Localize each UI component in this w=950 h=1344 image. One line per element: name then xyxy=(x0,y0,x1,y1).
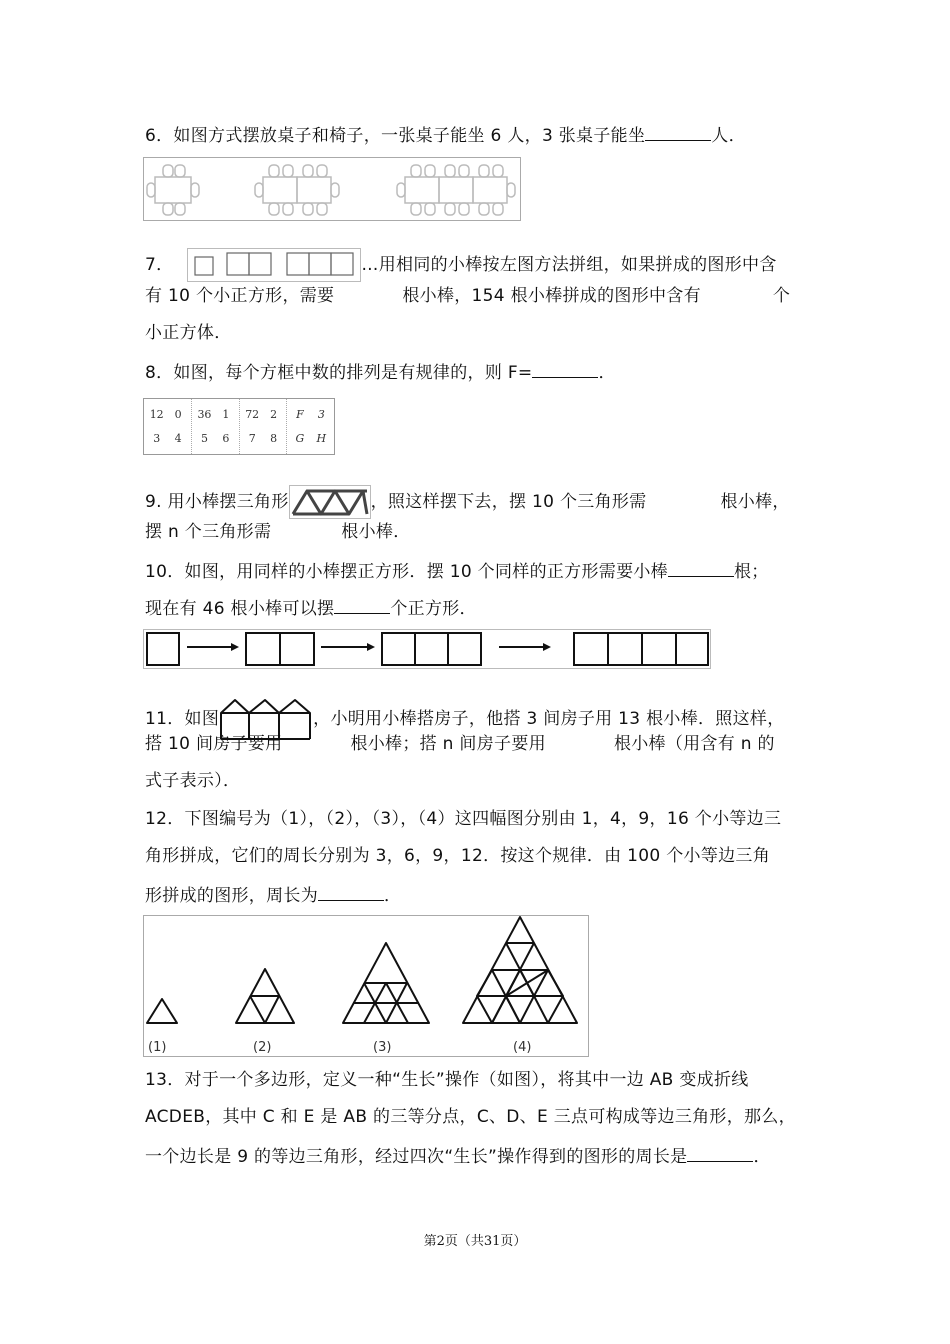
grid-value: 3 xyxy=(317,408,325,422)
grid-box-3 xyxy=(240,399,288,454)
question-12-tail: ． xyxy=(384,886,402,906)
grid-value: 8 xyxy=(270,431,278,445)
question-11-line-3 xyxy=(145,770,240,792)
answer-blank[interactable] xyxy=(318,882,384,901)
question-7-text-a: 有 10 个小正方形，需要 xyxy=(145,286,335,306)
answer-blank[interactable] xyxy=(645,122,711,141)
figure-label: (3) xyxy=(373,1040,392,1055)
grid-value: 2 xyxy=(270,408,278,422)
question-7-text-c: 个 xyxy=(772,286,791,306)
grid-box-4 xyxy=(287,399,334,454)
question-8 xyxy=(145,359,616,384)
answer-blank[interactable] xyxy=(668,558,734,577)
grid-value: 3 xyxy=(153,431,161,445)
question-9-text-a: 9. 用小棒摆三角形 xyxy=(145,492,289,512)
question-13-tail: ． xyxy=(753,1147,771,1167)
question-11-text-b: ，小明用小棒搭房子，他搭 3 间房子用 13 根小棒．照这样， xyxy=(313,709,785,729)
question-7-line-2 xyxy=(145,285,790,307)
question-6-text: 6．如图方式摆放桌子和椅子，一张桌子能坐 6 人，3 张桌子能坐 xyxy=(145,126,646,146)
page-footer: 第2页（共31页） xyxy=(423,1234,527,1249)
answer-blank[interactable] xyxy=(334,595,390,614)
question-7-line-3 xyxy=(145,322,232,344)
answer-blank[interactable] xyxy=(687,1143,753,1162)
figure-label: (1) xyxy=(148,1040,167,1055)
grid-value: 4 xyxy=(174,431,182,445)
question-7-line-1 xyxy=(145,248,777,282)
question-10-line-2 xyxy=(145,595,477,620)
grid-value: 5 xyxy=(200,431,208,445)
question-12-line-3 xyxy=(145,882,401,907)
question-12-text-c: 形拼成的图形，周长为 xyxy=(145,886,318,906)
grid-value: G xyxy=(295,431,305,445)
question-11-text-e: 根小棒（用含有 n 的 xyxy=(613,734,775,754)
question-11-line-2 xyxy=(145,733,775,755)
question-10-text-b: 根； xyxy=(733,562,769,582)
triangles-row-figure xyxy=(289,485,371,519)
question-11-text-d: 根小棒；搭 n 间房子要用 xyxy=(350,734,546,754)
squares-row-figure xyxy=(187,248,361,282)
question-11-text-c: 搭 10 间房子要用 xyxy=(145,734,283,754)
question-9-text-d: 摆 n 个三角形需 xyxy=(145,522,272,542)
question-13-text-a: 13．对于一个多边形，定义一种“生长”操作（如图），将其中一边 AB 变成折线 xyxy=(145,1070,749,1090)
grid-value: H xyxy=(316,431,327,445)
question-9-text-c: 根小棒， xyxy=(720,492,790,512)
question-12-text-b: 角形拼成，它们的周长分别为 3，6，9，12．按这个规律．由 100 个小等边三角 xyxy=(145,846,771,866)
question-10-line-1 xyxy=(145,558,769,583)
question-7-text-b: 根小棒，154 根小棒拼成的图形中含有 xyxy=(402,286,701,306)
grid-box-2 xyxy=(192,399,240,454)
number-grid-figure xyxy=(143,398,335,455)
squares-sequence-figure xyxy=(143,629,711,669)
question-13-line-2 xyxy=(145,1106,796,1128)
question-8-text: 8．如图，每个方框中数的排列是有规律的，则 F= xyxy=(145,363,533,383)
question-13-text-b: ACDEB，其中 C 和 E 是 AB 的三等分点，C、D、E 三点可构成等边三角形，那么， xyxy=(145,1107,796,1127)
grid-value: 7 xyxy=(248,431,256,445)
question-13-line-1 xyxy=(145,1069,749,1091)
question-12-text-a: 12．下图编号为（1），（2），（3），（4）这四幅图分别由 1，4，9，16 个小等边三 xyxy=(145,809,782,829)
question-9-line-1 xyxy=(145,485,790,519)
question-7-number: 7． xyxy=(145,255,174,275)
question-12-line-1 xyxy=(145,808,781,830)
question-10-text-c: 现在有 46 根小棒可以摆 xyxy=(145,599,335,619)
triangle-growth-figure xyxy=(143,915,589,1057)
question-7-text: …用相同的小棒按左图方法拼组，如果拼成的图形中含 xyxy=(361,255,777,275)
tables-chairs-figure xyxy=(143,157,521,221)
grid-value: 6 xyxy=(222,431,230,445)
question-11-text-f: 式子表示）． xyxy=(145,771,241,791)
grid-value: 0 xyxy=(174,408,182,422)
grid-value: F xyxy=(296,408,304,422)
grid-box-1 xyxy=(144,399,192,454)
question-11-text-a: 11．如图 xyxy=(145,709,220,729)
answer-blank[interactable] xyxy=(532,359,598,378)
question-10-text-a: 10．如图，用同样的小棒摆正方形．摆 10 个同样的正方形需要小棒 xyxy=(145,562,668,582)
figure-label: (4) xyxy=(513,1040,532,1055)
question-9-line-2 xyxy=(145,521,411,543)
question-9-text-e: 根小棒． xyxy=(341,522,411,542)
question-12-line-2 xyxy=(145,845,770,867)
grid-value: 72 xyxy=(245,408,260,422)
grid-value: 1 xyxy=(222,408,230,422)
grid-value: 36 xyxy=(197,408,212,422)
question-6-tail: 人． xyxy=(711,126,746,146)
grid-value: 12 xyxy=(149,408,164,422)
question-7-text-d: 小正方体． xyxy=(145,323,232,343)
question-13-text-c: 一个边长是 9 的等边三角形，经过四次“生长”操作得到的图形的周长是 xyxy=(145,1147,688,1167)
question-6 xyxy=(145,122,746,147)
figure-label: (2) xyxy=(253,1040,272,1055)
question-9-text-b: ，照这样摆下去，摆 10 个三角形需 xyxy=(370,492,647,512)
question-8-tail: ． xyxy=(598,363,616,383)
question-10-text-d: 个正方形． xyxy=(390,599,477,619)
question-13-line-3 xyxy=(145,1143,771,1168)
